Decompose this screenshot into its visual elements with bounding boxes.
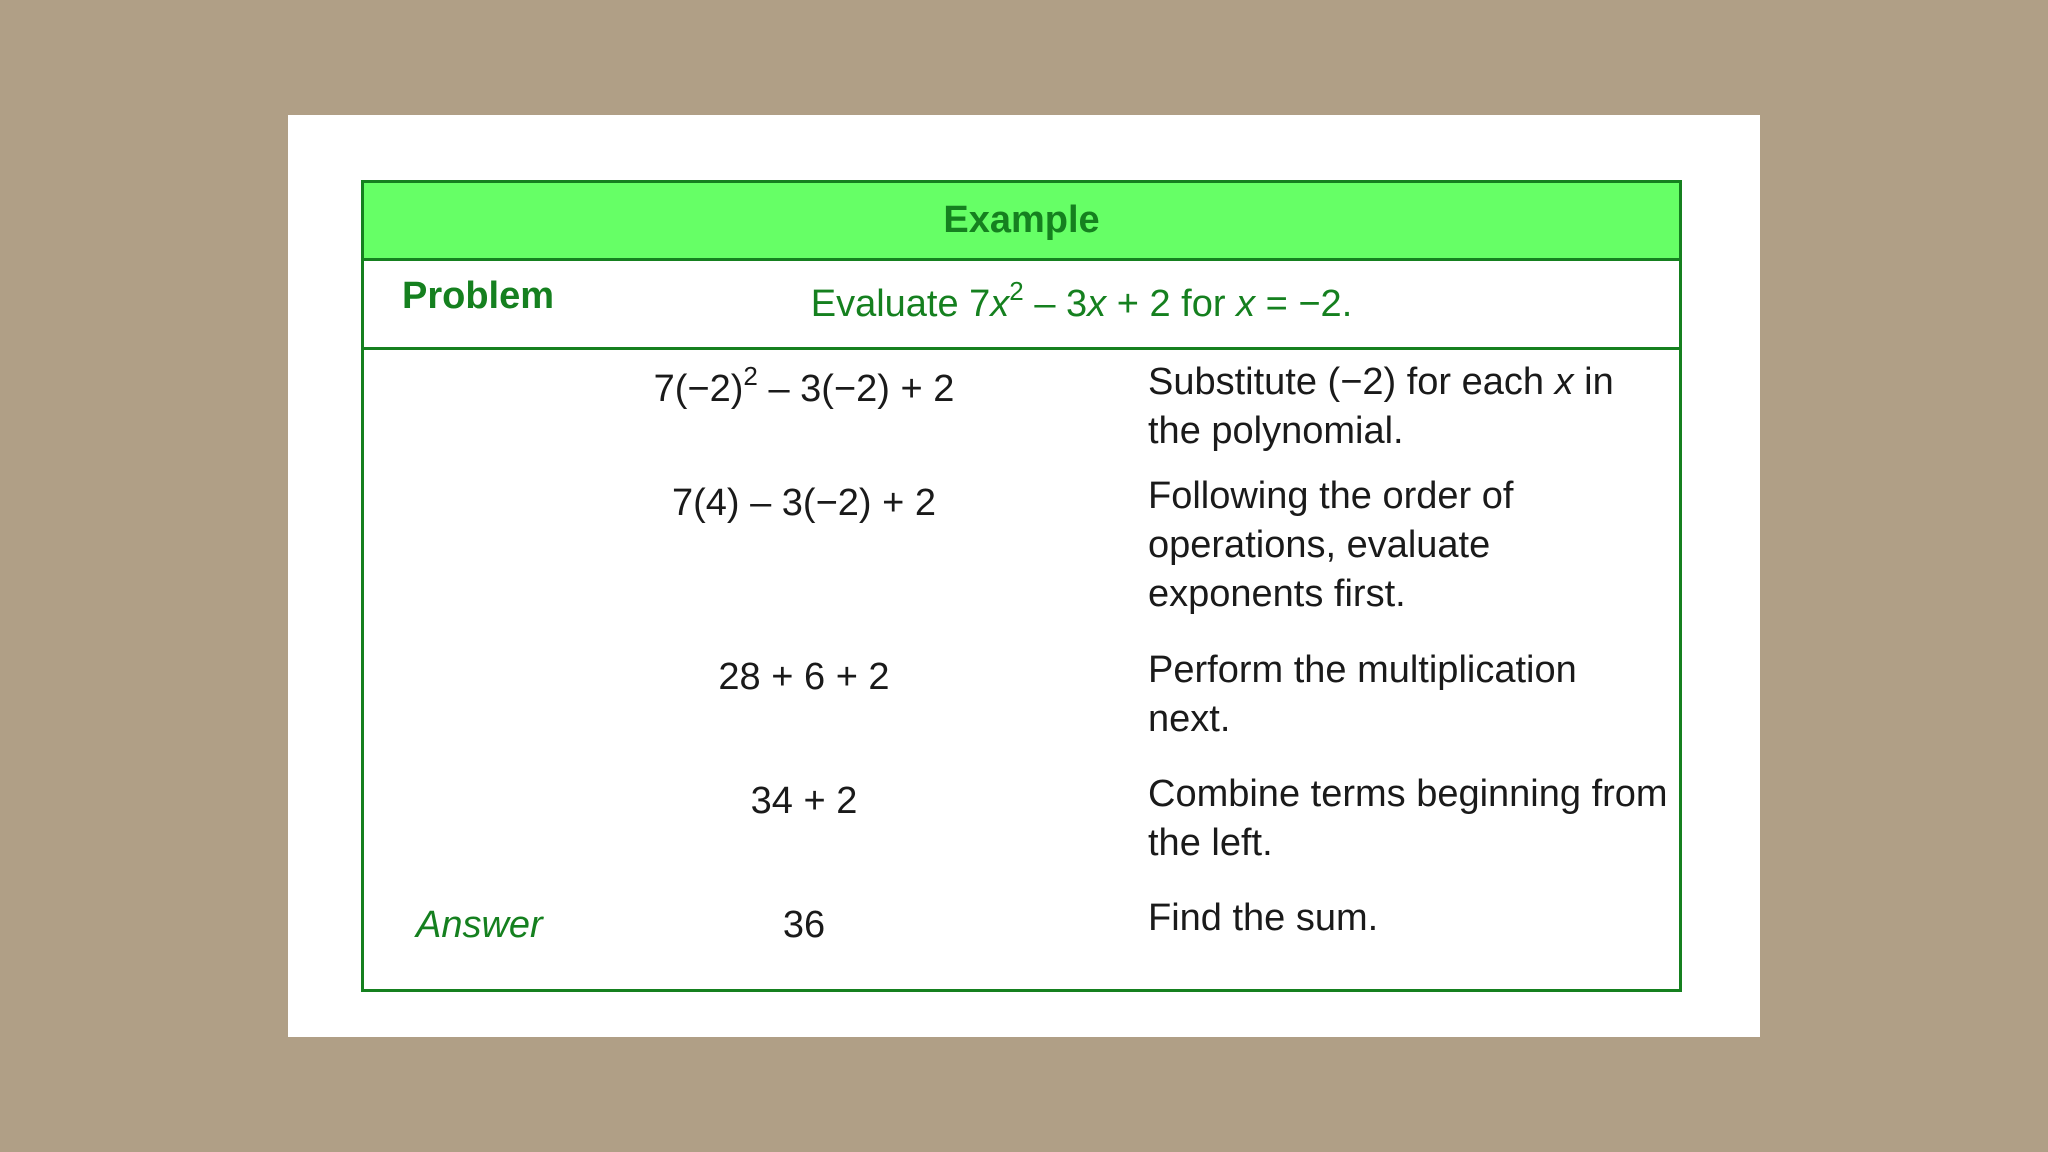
problem-variable: x (990, 283, 1010, 325)
step-expression: 34 + 2 (750, 780, 858, 822)
explanation-variable: x (1554, 361, 1574, 403)
step-explanation: Following the order of operations, evaluate exponents first. (1148, 475, 1514, 615)
problem-exponent: 2 (1009, 276, 1024, 306)
step-explanation (1148, 358, 1668, 456)
answer-label: Answer (416, 904, 543, 946)
answer-explanation: Find the sum. (1148, 897, 1379, 939)
explanation-part: Substitute (−2) for each (1148, 361, 1555, 403)
problem-row (364, 261, 1679, 350)
problem-variable: x (1236, 283, 1256, 325)
step-explanation: Perform the multiplication next. (1148, 649, 1577, 740)
expression-part: 7(−2) (653, 368, 744, 410)
problem-text-part: + 2 for (1106, 283, 1237, 325)
problem-text-part: Evaluate 7 (810, 283, 991, 325)
step-expression: 7(4) – 3(−2) + 2 (671, 482, 937, 524)
problem-label: Problem (402, 275, 555, 317)
example-table (361, 180, 1682, 992)
expression-exponent: 2 (743, 361, 758, 391)
step-expression (624, 361, 984, 411)
problem-text-part: – 3 (1023, 283, 1088, 325)
problem-text-part: = −2. (1255, 283, 1353, 325)
example-card (288, 115, 1760, 1037)
problem-variable: x (1087, 283, 1107, 325)
step-expression: 28 + 6 + 2 (718, 656, 890, 698)
explanation-part: in the polynomial. (1148, 361, 1614, 452)
example-header (364, 183, 1679, 261)
example-title: Example (943, 199, 1100, 241)
answer-value: 36 (782, 904, 826, 946)
problem-statement (364, 276, 1679, 326)
step-explanation: Combine terms beginning from the left. (1148, 773, 1668, 864)
expression-part: – 3(−2) + 2 (757, 368, 955, 410)
